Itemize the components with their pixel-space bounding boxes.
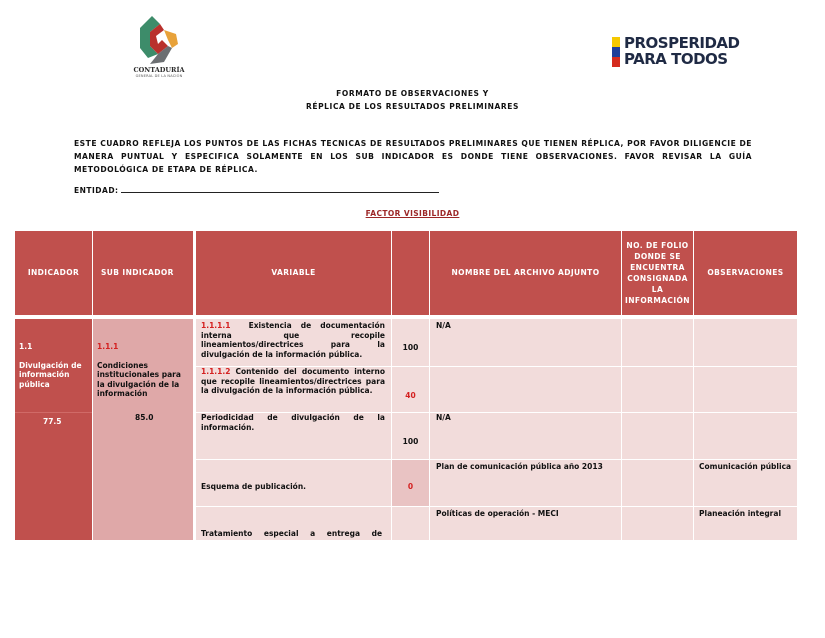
variable-text: Tratamiento especial a entrega de bbox=[201, 529, 383, 538]
header-variable: VARIABLE bbox=[196, 231, 391, 315]
entidad-input-line[interactable] bbox=[121, 185, 439, 193]
archivo-cell[interactable]: N/A bbox=[430, 319, 621, 366]
header-indicador: INDICADOR bbox=[15, 231, 92, 315]
observaciones-cell[interactable]: Planeación integral bbox=[694, 507, 797, 540]
prosperidad-text: PROSPERIDAD bbox=[624, 34, 740, 52]
variable-cell bbox=[196, 413, 391, 459]
score-cell: 0 bbox=[392, 460, 429, 506]
header-observaciones: OBSERVACIONES bbox=[694, 231, 797, 315]
observaciones-cell[interactable] bbox=[694, 319, 797, 366]
colombia-flag-icon bbox=[612, 37, 620, 67]
contaduria-emblem-icon bbox=[128, 14, 190, 66]
indicador-cell bbox=[15, 319, 92, 540]
entidad-field[interactable] bbox=[74, 185, 439, 195]
contaduria-subtitle: GENERAL DE LA NACIÓN bbox=[135, 74, 183, 78]
variable-cell bbox=[196, 507, 391, 540]
archivo-cell[interactable]: Plan de comunicación pública año 2013 bbox=[430, 460, 621, 506]
variable-text: Existencia de documentación interna que recopile lineamientos/directrices para la divulgación de la información pública. bbox=[201, 321, 385, 359]
score-cell: 100 bbox=[392, 319, 429, 366]
variable-cell bbox=[196, 319, 391, 366]
variable-text: Esquema de publicación. bbox=[201, 482, 307, 491]
variable-text: Periodicidad de divulgación de la información. bbox=[201, 413, 385, 432]
para-todos-text: PARA TODOS bbox=[624, 50, 728, 68]
header-sub-indicador: SUB INDICADOR bbox=[93, 231, 193, 315]
sub-indicador-score: 85.0 bbox=[135, 412, 154, 422]
sub-indicador-code: 1.1.1 bbox=[97, 342, 119, 351]
score-cell: 40 bbox=[392, 367, 429, 412]
document-title-line2: RÉPLICA DE LOS RESULTADOS PRELIMINARES bbox=[305, 102, 520, 111]
archivo-cell[interactable]: Políticas de operación - MECI bbox=[430, 507, 621, 540]
observaciones-cell[interactable]: Comunicación pública bbox=[694, 460, 797, 506]
prosperidad-logo bbox=[612, 35, 740, 69]
intro-paragraph: ESTE CUADRO REFLEJA LOS PUNTOS DE LAS FICHAS TECNICAS DE RESULTADOS PRELIMINARES QUE TIENEN RÉPLICA, POR FAVOR DILIGENCIE DE MANERA PUNTUAL Y ESPECIFICA SOLAMENTE EN LOS SUB INDICADOR ES DONDE TIENE OBSERVACIONES. FAVOR REVISAR LA GUÍA METODOLÓGICA DE ETAPA DE RÉPLICA. bbox=[74, 139, 752, 174]
variable-code: 1.1.1.2 bbox=[201, 367, 231, 376]
indicador-score: 77.5 bbox=[43, 417, 62, 426]
contaduria-name: CONTADURÍA bbox=[133, 66, 185, 74]
archivo-cell[interactable]: N/A bbox=[430, 413, 621, 459]
variable-code: 1.1.1.1 bbox=[201, 321, 231, 330]
factor-title: FACTOR VISIBILIDAD bbox=[365, 209, 460, 218]
folio-cell[interactable] bbox=[622, 367, 693, 412]
observations-table bbox=[15, 231, 797, 540]
folio-cell[interactable] bbox=[622, 460, 693, 506]
sub-indicador-cell bbox=[93, 319, 193, 540]
observaciones-cell[interactable] bbox=[694, 367, 797, 412]
header-score bbox=[392, 231, 429, 315]
score-cell: 100 bbox=[392, 413, 429, 459]
folio-cell[interactable] bbox=[622, 319, 693, 366]
indicador-name: Divulgación de información pública bbox=[19, 360, 82, 389]
contaduria-logo bbox=[128, 14, 190, 80]
archivo-cell[interactable] bbox=[430, 367, 621, 412]
folio-cell[interactable] bbox=[622, 413, 693, 459]
observaciones-cell[interactable] bbox=[694, 413, 797, 459]
variable-cell bbox=[196, 460, 391, 506]
score-cell bbox=[392, 507, 429, 540]
document-title-line1: FORMATO DE OBSERVACIONES Y bbox=[336, 89, 489, 98]
header-archivo: NOMBRE DEL ARCHIVO ADJUNTO bbox=[430, 231, 621, 315]
folio-cell[interactable] bbox=[622, 507, 693, 540]
indicador-code: 1.1 bbox=[19, 342, 33, 351]
sub-indicador-name: Condiciones institucionales para la divulgación de la información bbox=[97, 360, 181, 398]
entidad-label: ENTIDAD: bbox=[74, 186, 119, 195]
variable-text: Contenido del documento interno que recopile lineamientos/directrices para la divulgación de la información pública. bbox=[201, 367, 385, 395]
header-folio: NO. DE FOLIO DONDE SE ENCUENTRA CONSIGNADA LA INFORMACIÓN bbox=[622, 231, 693, 315]
variable-cell bbox=[196, 367, 391, 412]
